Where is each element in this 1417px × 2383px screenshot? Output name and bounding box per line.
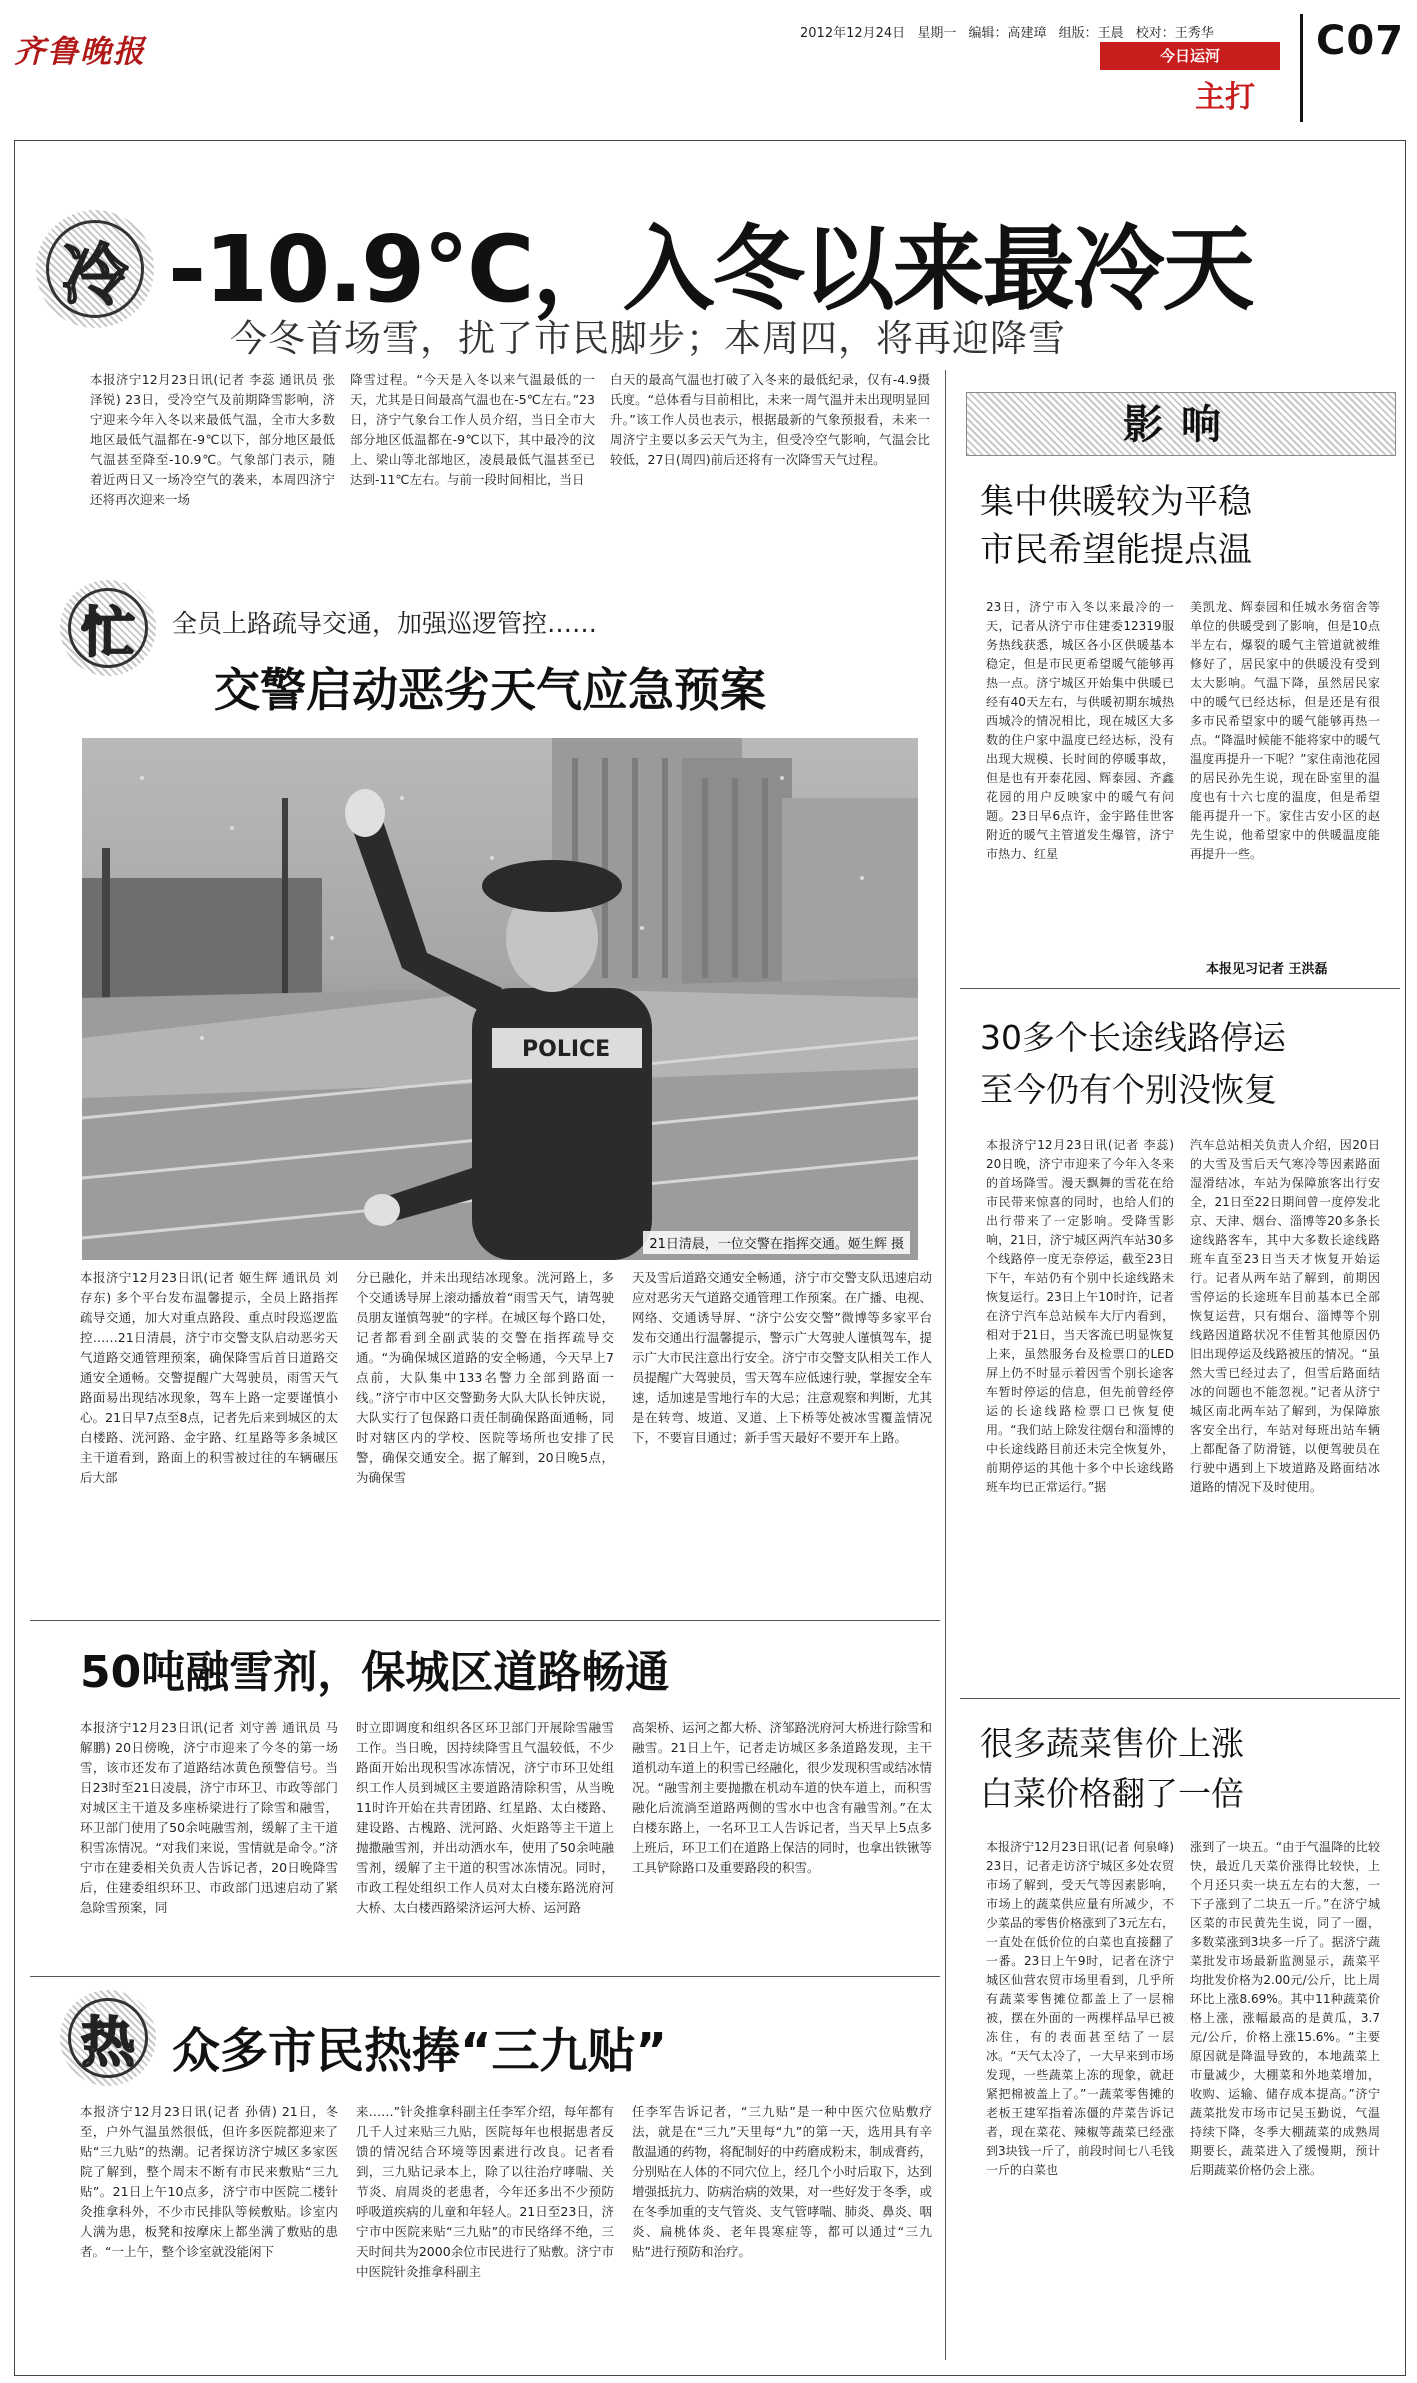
snow-headline: 50吨融雪剂，保城区道路畅通 <box>80 1647 670 1698</box>
traffic-kicker: 全员上路疏导交通，加强巡逻管控…… <box>172 609 598 638</box>
bus-column-1: 本报济宁12月23日讯(记者 李蕊) 20日晚，济宁市迎来了今年入冬来的首场降雪。漫天飘舞的雪花在给市民带来惊喜的同时，也给人们的出行带来了一定影响。受降雪影响，21日，济宁城区两汽车站30多个线路停一度无奈停运，截至23日下午，车站仍有个别中长途线路未恢复运行。23日上午10时许，记者在济宁汽车总站候车大厅内看到，相对于21日，当天客流已明显恢复上来，虽然服务台及检票口的LED屏上仍不时显示着因雪个别长途客车暂时停运的信息，但先前曾经停运的长途线路检票口已恢复使用。“我们站上除发往烟台和淄博的中长途线路目前还未完全恢复外，前期停运的其他十多个中长途线路班车均已正常运行。”据 <box>986 1138 1174 1494</box>
designer-credit: 组版：王晨 <box>1058 26 1124 41</box>
heating-column-1: 23日，济宁市入冬以来最冷的一天，记者从济宁市住建委12319服务热线获悉，城区各小区供暖基本稳定，但是市民更希望暖气能够再热一点。济宁城区开始集中供暖已经有40天左右，与供暖初期东城热西城冷的情况相比，现在城区大多数的住户家中温度已经达标，没有出现大规模、长时间的停暖事故，但是也有开泰花园、辉泰园、齐鑫花园的用户反映家中的暖气有问题。23日早6点许，金宇路佳世客附近的暖气主管道发生爆管，济宁市热力、红星 <box>986 600 1174 861</box>
section-tag: 今日运河 <box>1100 42 1280 70</box>
proofreader-credit: 校对：王秀华 <box>1135 26 1214 41</box>
vegetable-headline-line1: 很多蔬菜售价上涨 <box>980 1724 1244 1763</box>
issue-weekday: 星期一 <box>917 26 957 41</box>
hot-column-2: 来……”针灸推拿科副主任李军介绍，每年都有几千人过来贴三九贴，医院每年也根据患者反馈的情况结合环境等因素进行改良。记者看到，三九贴记录本上，除了以往治疗哮喘、关节炎、肩周炎的老患者，今年还多出不少预防呼吸道疾病的儿童和年轻人。21日至23日，济宁市中医院来贴“三九贴”的市民络绎不绝，三天时间共为2000余位市民进行了贴敷。济宁市中医院针灸推拿科副主 <box>356 2104 614 2279</box>
section-divider-hot <box>30 1976 940 1977</box>
bus-column-2: 汽车总站相关负责人介绍，因20日的大雪及雪后天气寒冷等因素路面湿滑结冰，车站为保障旅客出行安全，21日至22日期间曾一度停发北京、天津、烟台、淄博等20多条长途线路客车，其中大多数长途线路班车直至23日当天才恢复开始运行。记者从两车站了解到，前期因雪停运的长途班车目前基本已全部恢复运营，只有烟台、淄博等个别线路因道路状况不佳暂其他原因仍旧出现停运及线路被压的情况。“虽然大雪已经过去了，但雪后路面结冰的问题也不能忽视。”记者从济宁城区南北两车站了解到，为保障旅客安全出行，车站对每班出站车辆上都配备了防滑链，以便驾驶员在行驶中遇到上下坡道路及路面结冰道路的情况下及时使用。 <box>1190 1138 1380 1494</box>
masthead <box>0 0 1417 140</box>
svg-text:POLICE: POLICE <box>522 1037 611 1062</box>
heating-headline-line2: 市民希望能提点温 <box>980 530 1252 570</box>
vegetable-column-2: 涨到了一块五。“由于气温降的比较快，最近几天菜价涨得比较快，上个月还只卖一块五左右的大葱，一下子涨到了二块五一斤。”在济宁城区菜的市民黄先生说，同了一圈，多数菜涨到3块多一斤了。据济宁蔬菜批发市场最新监测显示，蔬菜平均批发价格为2.00元/公斤，比上周环比上涨8.69%。其中11种蔬菜价格上涨，涨幅最高的是黄瓜，3.7元/公斤，价格上涨15.6%。“主要原因就是降温导致的，本地蔬菜上市量减少，大棚菜和外地菜增加，收购、运输、储存成本提高。”济宁蔬菜批发市场市记吴玉勤说，气温持续下降，冬季大棚蔬菜的成熟周期要长，蔬菜进入了缓慢期，预计后期蔬菜价格仍会上涨。 <box>1190 1840 1380 2177</box>
snow-column-3: 高架桥、运河之都大桥、济邹路洸府河大桥进行除雪和融雪。21日上午，记者走访城区多条道路发现，主干道机动车道上的积雪已经融化，很少发现积雪或结冰情况。“融雪剂主要抛撒在机动车道的快车道上，而积雪融化后流淌至道路两侧的雪水中也含有融雪剂。”在太白楼东路上，一名环卫工人告诉记者，当天早上5点多上班后，环卫工们在道路上保洁的同时，也拿出铁锹等工具铲除路口及重要路段的积雪。 <box>632 1720 932 1875</box>
traffic-police-photo <box>82 738 918 1260</box>
photo-scene <box>82 738 918 1260</box>
traffic-column-2: 分已融化，并未出现结冰现象。洸河路上，多个交通诱导屏上滚动播放着“雨雪天气，请驾驶员朋友谨慎驾驶”的字样。在城区每个路口处，记者都看到全副武装的交警在指挥疏导交通。“为确保城区道路的安全畅通，今天早上7点前，大队集中133名警力全部到路面一线。”济宁市中区交警勤务大队大队长钟庆说，大队实行了包保路口责任制确保路面通畅，同时对辖区内的学校、医院等场所也安排了民警，确保交通安全。据了解到，20日晚5点，为确保雪 <box>356 1270 614 1485</box>
photo-caption: 21日清晨，一位交警在指挥交通。姬生辉 摄 <box>643 1231 910 1254</box>
main-column-divider <box>945 370 946 2360</box>
hot-column-1: 本报济宁12月23日讯(记者 孙倩) 21日，冬至，户外气温虽然很低，但许多医院都迎来了贴“三九贴”的热潮。记者探访济宁城区多家医院了解到，整个周末不断有市民来敷贴“三九贴”。21日上午10点多，济宁市中医院二楼针灸推拿科外，不少市民排队等候敷贴。诊室内人满为患，板凳和按摩床上都坐满了敷贴的患者。“一上午，整个诊室就没能闲下 <box>80 2104 338 2259</box>
snow-column-2: 时立即调度和组织各区环卫部门开展除雪融雪工作。当日晚，因持续降雪且气温较低，不少路面开始出现积雪冰冻情况，济宁市环卫处组织工作人员到城区主要道路清除积雪，从当晚11时许开始在共青团路、红星路、太白楼路、建设路、古槐路、洸河路、火炬路等主干道上抛撒融雪剂，并出动洒水车，使用了50余吨融雪剂，缓解了主干道的积雪冰冻情况。同时，市政工程处组织工作人员对太白楼东路洸府河大桥、太白楼西路梁济运河大桥、运河路 <box>356 1720 614 1915</box>
section-divider-snow <box>30 1620 940 1621</box>
newspaper-logo: 齐鲁晚报 <box>14 34 146 70</box>
hot-badge: 热 <box>68 1998 148 2078</box>
lead-column-1: 本报济宁12月23日讯(记者 李蕊 通讯员 张泽锐) 23日，受冷空气及前期降雪影响，济宁迎来今年入冬以来最低气温，全市大多数地区最低气温都在-9℃以下，部分地区最低气温甚至降至-10.9℃。气象部门表示，随着近两日又一场冷空气的袭来，本周四济宁还将再次迎来一场 <box>90 372 335 507</box>
hot-headline: 众多市民热捧“三九贴” <box>172 2023 668 2079</box>
vegetable-column-1: 本报济宁12月23日讯(记者 何泉峰) 23日，记者走访济宁城区多处农贸市场了解到，受天气等因素影响，市场上的蔬菜供应量有所减少，不少菜品的零售价格涨到了3元左右，一直处在低价位的白菜也直接翻了一番。23日上午9时，记者在济宁城区仙营农贸市场里看到，几乎所有蔬菜零售摊位都盖上了一层棉被，摆在外面的一两棵样品早已被冻住，有的表面甚至结了一层冰。“天气太冷了，一大早来到市场发现，一些蔬菜上冻的现象，就赶紧把棉被盖上了。”一蔬菜零售摊的老板王建军指着冻僵的芹菜告诉记者，现在菜花、辣椒等蔬菜已经涨到3块钱一斤了，前段时间七八毛钱一斤的白菜也 <box>986 1840 1174 2177</box>
lead-subhead: 今冬首场雪，扰了市民脚步；本周四，将再迎降雪 <box>230 317 1066 360</box>
impact-heading: 影响 <box>1123 402 1239 448</box>
editor-credit: 编辑：高建璋 <box>968 26 1047 41</box>
page-number: C07 <box>1316 18 1405 64</box>
heating-headline-line1: 集中供暖较为平稳 <box>980 482 1252 522</box>
page-number-divider <box>1300 14 1303 122</box>
busy-badge: 忙 <box>68 588 148 668</box>
section-title: 主打 <box>1195 80 1255 115</box>
vegetable-headline-line2: 白菜价格翻了一倍 <box>980 1774 1244 1813</box>
heating-byline: 本报见习记者 王洪磊 <box>1206 962 1328 977</box>
traffic-column-3: 天及雪后道路交通安全畅通，济宁市交警支队迅速启动应对恶劣天气道路交通管理工作预案。在广播、电视、网络、交通诱导屏、“济宁公安交警”微博等多家平台发布交通出行温馨提示，警示广大驾驶人谨慎驾车，提示广大市民注意出行安全。济宁市交警支队相关工作人员提醒广大驾驶员，雪天驾车应低速行驶，掌握安全车速，适加速是雪地行车的大忌；注意观察和判断，尤其是在转弯、坡道、叉道、上下桥等处被冰雪覆盖情况下，不要盲目通过；新手雪天最好不要开车上路。 <box>632 1270 932 1445</box>
heating-column-2: 美凯龙、辉泰园和任城水务宿舍等单位的供暖受到了影响，但是10点半左右，爆裂的暖气主管道就被维修好了，居民家中的供暖没有受到太大影响。气温下降，虽然居民家中的暖气已经达标，但是还是有很多市民希望家中的暖气能够再热一点。“降温时候能不能将家中的暖气温度再提升一下呢？”家住南池花园的居民孙先生说，现在卧室里的温度也有十六七度的温度，但是希望能再提升一下。家住古安小区的赵先生说，他希望家中的供暖温度能再提升一些。 <box>1190 600 1380 861</box>
lead-column-3: 白天的最高气温也打破了入冬来的最低纪录，仅有-4.9摄氏度。“总体看与目前相比，未来一周气温并未出现明显回升。”该工作人员也表示，根据最新的气象预报看，未来一周济宁主要以多云天气为主，但受冷空气影响，气温会比较低，27日(周四)前后还将有一次降雪天气过程。 <box>610 372 930 467</box>
sidebar-divider-1 <box>960 988 1400 989</box>
traffic-headline: 交警启动恶劣天气应急预案 <box>214 663 766 717</box>
bus-headline-line2: 至今仍有个别没恢复 <box>980 1070 1277 1109</box>
snow-column-1: 本报济宁12月23日讯(记者 刘守善 通讯员 马解鹏) 20日傍晚，济宁市迎来了今冬的第一场雪，该市还发布了道路结冰黄色预警信号。当日23时至21日凌晨，济宁市环卫、市政等部门对城区主干道及多座桥梁进行了除雪和融雪，环卫部门使用了50余吨融雪剂，缓解了主干道积雪冻情况。“对我们来说，雪情就是命令。”济宁市在建委相关负责人告诉记者，20日晚降雪后，住建委组织环卫、市政部门迅速启动了紧急除雪预案，同 <box>80 1720 338 1915</box>
hot-column-3: 任李军告诉记者，“三九贴”是一种中医穴位贴敷疗法，就是在“三九”天里每“九”的第一天，选用具有辛散温通的药物，将配制好的中药磨成粉末，制成膏药，分别贴在人体的不同穴位上，经几个小时后取下，达到增强抵抗力、防病治病的效果，对一些好发于冬季，或在冬季加重的支气管炎、支气管哮喘、肺炎、鼻炎、咽炎、扁桃体炎、老年畏寒症等，都可以通过“三九贴”进行预防和治疗。 <box>632 2104 932 2259</box>
lead-column-2: 降雪过程。“今天是入冬以来气温最低的一天，尤其是日间最高气温也在-5℃左右。”23日，济宁气象台工作人员介绍，当日全市大部分地区低温都在-9℃以下，其中最冷的汶上、梁山等北部地区，凌晨最低气温甚至已达到-11℃左右。与前一段时间相比，当日 <box>350 372 595 487</box>
traffic-column-1: 本报济宁12月23日讯(记者 姬生辉 通讯员 刘存东) 多个平台发布温馨提示，全员上路指挥疏导交通，加大对重点路段、重点时段巡逻监控……21日清晨，济宁市交警支队启动恶劣天气道路交通管理预案，确保降雪后首日道路交通安全通畅。交警提醒广大驾驶员，雨雪天气路面易出现结冰现象，驾车上路一定要谨慎小心。21日早7点至8点，记者先后来到城区的太白楼路、洸河路、金宇路、红星路等多条城区主干道看到，路面上的积雪被过往的车辆碾压后大部 <box>80 1270 338 1485</box>
sidebar-divider-2 <box>960 1698 1400 1699</box>
issue-info <box>800 22 1214 41</box>
lead-headline: -10.9℃，入冬以来最冷天 <box>168 216 1253 323</box>
cold-badge: 冷 <box>46 220 144 318</box>
issue-date: 2012年12月24日 <box>800 26 906 41</box>
bus-headline-line1: 30多个长途线路停运 <box>980 1018 1286 1057</box>
impact-banner <box>966 392 1396 456</box>
